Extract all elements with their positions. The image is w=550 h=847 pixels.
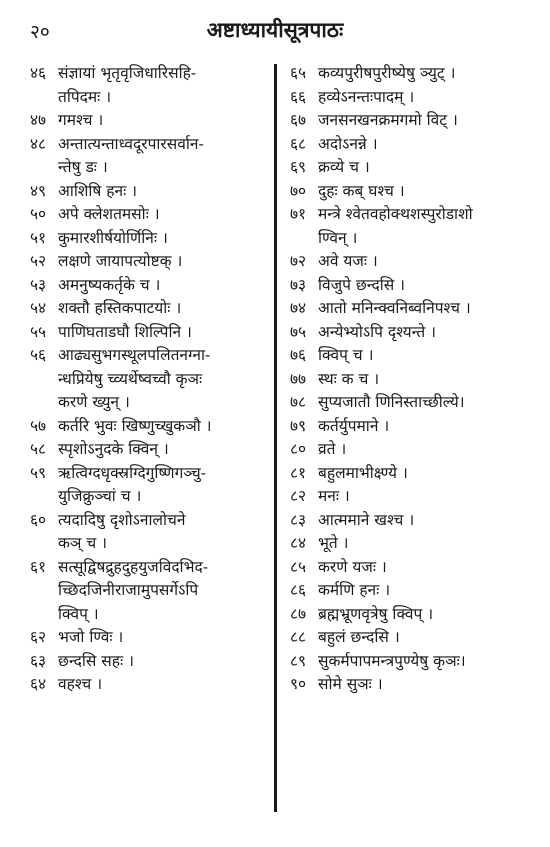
sutra-entry: [290, 109, 540, 133]
sutra-line: अमनुष्यकर्तृके च ।: [58, 275, 161, 294]
sutra-line: सत्सूद्विषद्रुहदुहयुजविदभिद-: [58, 557, 208, 576]
sutra-line: विजुपे छन्दसि ।: [318, 275, 406, 294]
sutra-entry: [30, 650, 262, 674]
sutra-line: लक्षणे जायापत्योष्टक् ।: [58, 252, 183, 270]
sutra-line: कर्तरि भुवः खिष्णुच्खुकञौ ।: [58, 416, 212, 435]
sutra-number: ७१: [290, 205, 307, 223]
sutra-text: [58, 133, 262, 180]
sutra-entry: [30, 415, 262, 439]
sutra-entry: [290, 133, 540, 157]
sutra-entry: [290, 603, 540, 627]
sutra-text: [318, 579, 540, 603]
sutra-line: गमश्च ।: [58, 111, 104, 129]
sutra-number: ८८: [290, 628, 307, 646]
sutra-entry: [290, 673, 540, 697]
sutra-text: [318, 62, 540, 86]
sutra-number: ८९: [290, 651, 307, 670]
sutra-text: [318, 250, 540, 274]
sutra-text: [58, 180, 262, 204]
sutra-line: शक्तौ हस्तिकपाटयोः ।: [58, 299, 182, 317]
sutra-line: भजो ण्विः ।: [58, 628, 124, 646]
sutra-entry: [30, 250, 262, 274]
sutra-entry: [290, 274, 540, 298]
sutra-number: ५९: [30, 463, 47, 482]
sutra-text: [58, 650, 262, 674]
sutra-line: व्रते ।: [318, 440, 347, 458]
sutra-text: [58, 462, 262, 509]
sutra-line: सुप्यजातौ णिनिस्ताच्छील्ये।: [318, 393, 465, 411]
sutra-number: ६७: [290, 111, 307, 129]
sutra-text: [318, 109, 540, 133]
sutra-number: ७६: [290, 346, 307, 364]
sutra-entry: [30, 462, 262, 509]
sutra-text: [318, 156, 540, 180]
sutra-line: च्छिदजिनीराजामुपसर्गेऽपि: [58, 581, 199, 599]
sutra-text: [318, 603, 540, 627]
sutra-number: ५२: [30, 252, 47, 270]
sutra-entry: [290, 509, 540, 533]
sutra-entry: [290, 86, 540, 110]
sutra-number: ७०: [290, 181, 307, 200]
sutra-number: ७५: [290, 322, 307, 341]
sutra-entry: [290, 180, 540, 204]
sutra-number: ५३: [30, 275, 47, 294]
sutra-entry: [290, 626, 540, 650]
sutra-number: ७४: [290, 299, 307, 317]
page-title: अष्टाध्यायीसूत्रपाठः: [206, 17, 344, 42]
sutra-number: ६३: [30, 651, 47, 670]
sutra-line: कञ् च ।: [58, 534, 107, 552]
sutra-number: ६८: [290, 134, 307, 153]
sutra-line: मनः ।: [318, 487, 350, 505]
sutra-line: बहुलं छन्दसि ।: [318, 628, 400, 646]
sutra-entry: [290, 156, 540, 180]
sutra-line: आतो मनिन्क्वनिब्वनिपश्च ।: [318, 299, 471, 317]
sutra-entry: [290, 344, 540, 368]
sutra-line: स्पृशोऽनुदके क्विन् ।: [58, 440, 169, 458]
sutra-number: ६०: [30, 510, 47, 529]
sutra-number: ५०: [30, 205, 47, 223]
sutra-line: ऋत्विग्दधृक्स्रग्दिगुष्णिगञ्चु-: [58, 463, 206, 482]
sutra-text: [318, 344, 540, 368]
sutra-line: त्यदादिषु दृशोऽनालोचने: [58, 510, 186, 529]
sutra-number: ६१: [30, 557, 47, 576]
sutra-number: ५५: [30, 322, 47, 341]
sutra-number: ४६: [30, 64, 47, 82]
column-divider: [274, 64, 277, 812]
sutra-number: ६४: [30, 675, 47, 693]
sutra-text: [58, 109, 262, 133]
sutra-text: [318, 485, 540, 509]
sutra-line: अदोऽनन्ने ।: [318, 134, 378, 153]
sutra-entry: [30, 673, 262, 697]
sutra-line: हव्येऽनन्तःपादम् ।: [318, 87, 415, 106]
sutra-number: ८१: [290, 463, 307, 482]
sutra-entry: [290, 532, 540, 556]
sutra-line: ण्विन् ।: [318, 228, 358, 247]
sutra-line: कव्यपुरीषपुरीष्येषु ञ्युट् ।: [318, 64, 456, 82]
sutra-number: ५४: [30, 299, 47, 317]
sutra-number: ८५: [290, 557, 307, 576]
sutra-text: [318, 391, 540, 415]
sutra-number: ६२: [30, 628, 47, 646]
sutra-text: [318, 438, 540, 462]
sutra-text: [58, 626, 262, 650]
sutra-number: ७९: [290, 416, 307, 435]
sutra-entry: [290, 250, 540, 274]
sutra-text: [58, 297, 262, 321]
sutra-entry: [30, 626, 262, 650]
sutra-number: ८६: [290, 581, 307, 599]
sutra-number: ७७: [290, 369, 307, 388]
sutra-number: ५७: [30, 416, 47, 435]
sutra-entry: [30, 62, 262, 109]
sutra-text: [58, 438, 262, 462]
sutra-entry: [30, 109, 262, 133]
sutra-line: मन्त्रे श्वेतवहोक्थशस्पुरोडाशो: [318, 205, 473, 223]
sutra-number: ४७: [30, 111, 47, 129]
sutra-line: स्थः क च ।: [318, 369, 380, 388]
sutra-text: [58, 62, 262, 109]
sutra-entry: [290, 321, 540, 345]
sutra-text: [318, 415, 540, 439]
sutra-entry: [30, 180, 262, 204]
sutra-text: [58, 344, 262, 415]
sutra-entry: [290, 297, 540, 321]
sutra-text: [58, 509, 262, 556]
sutra-entry: [30, 203, 262, 227]
sutra-number: ८३: [290, 510, 307, 529]
sutra-number: ६६: [290, 87, 307, 106]
sutra-entry: [30, 556, 262, 627]
sutra-number: ८२: [290, 487, 307, 505]
sutra-entry: [30, 344, 262, 415]
sutra-number: ५६: [30, 346, 47, 364]
sutra-text: [318, 532, 540, 556]
sutra-entry: [290, 485, 540, 509]
sutra-number: ८४: [290, 534, 307, 552]
sutra-entry: [290, 579, 540, 603]
sutra-text: [58, 227, 262, 251]
sutra-entry: [290, 650, 540, 674]
sutra-text: [318, 462, 540, 486]
sutra-entry: [30, 274, 262, 298]
sutra-number: ६५: [290, 64, 307, 82]
sutra-line: छन्दसि सहः ।: [58, 651, 134, 670]
sutra-text: [58, 274, 262, 298]
sutra-text: [318, 297, 540, 321]
sutra-line: आढ्यसुभगस्थूलपलितनग्ना-: [58, 346, 211, 364]
sutra-text: [318, 509, 540, 533]
sutra-number: ६९: [290, 158, 307, 176]
sutra-number: ८७: [290, 604, 307, 623]
sutra-text: [58, 203, 262, 227]
sutra-line: क्विप् च ।: [318, 346, 374, 364]
sutra-entry: [30, 227, 262, 251]
sutra-text: [58, 556, 262, 627]
sutra-entry: [290, 62, 540, 86]
sutra-line: सोमे सुञः ।: [318, 675, 383, 693]
sutra-entry: [290, 368, 540, 392]
sutra-line: अन्येभ्योऽपि दृश्यन्ते ।: [318, 322, 437, 341]
sutra-number: ८०: [290, 440, 307, 458]
sutra-entry: [30, 297, 262, 321]
sutra-text: [318, 133, 540, 157]
sutra-entry: [30, 509, 262, 556]
sutra-text: [318, 673, 540, 697]
sutra-line: युजिक्रुञ्चां च ।: [58, 487, 142, 505]
sutra-entry: [30, 321, 262, 345]
sutra-number: ९०: [290, 675, 307, 693]
sutra-line: ब्रह्मभ्रूणवृत्रेषु क्विप् ।: [318, 604, 434, 623]
sutra-entry: [290, 415, 540, 439]
sutra-line: सुकर्मपापमन्त्रपुण्येषु कृञः।: [318, 651, 466, 670]
sutra-line: अवे यजः ।: [318, 252, 378, 270]
sutra-text: [58, 250, 262, 274]
sutra-line: संज्ञायां भृतृवृजिधारिसहि-: [58, 64, 197, 82]
sutra-line: पाणिघताडघौ शिल्पिनि ।: [58, 322, 192, 341]
sutra-line: तपिदमः ।: [58, 87, 112, 106]
sutra-line: बहुलमाभीक्ष्ण्ये ।: [318, 463, 408, 482]
left-column: [30, 62, 262, 697]
sutra-entry: [290, 462, 540, 486]
sutra-entry: [290, 391, 540, 415]
sutra-line: क्विप् ।: [58, 604, 99, 623]
sutra-text: [318, 203, 540, 250]
sutra-line: क्रव्ये च ।: [318, 158, 370, 176]
sutra-line: जनसनखनक्रमगमो विट् ।: [318, 111, 458, 129]
sutra-number: ७२: [290, 252, 307, 270]
sutra-number: ४८: [30, 134, 47, 153]
sutra-line: आशिषि हनः ।: [58, 181, 138, 200]
sutra-text: [318, 626, 540, 650]
sutra-line: अपे क्लेशतमसोः ।: [58, 205, 160, 223]
sutra-text: [318, 321, 540, 345]
sutra-number: ४९: [30, 181, 47, 200]
sutra-text: [58, 415, 262, 439]
sutra-text: [318, 556, 540, 580]
sutra-text: [318, 650, 540, 674]
sutra-text: [58, 321, 262, 345]
sutra-text: [318, 86, 540, 110]
sutra-line: आत्ममाने खश्च ।: [318, 510, 415, 529]
sutra-line: न्तेषु डः ।: [58, 158, 108, 176]
right-column: [290, 62, 540, 697]
sutra-number: ७८: [290, 393, 307, 411]
sutra-number: ७३: [290, 275, 307, 294]
sutra-line: भूते ।: [318, 534, 349, 552]
sutra-text: [58, 673, 262, 697]
sutra-number: ५८: [30, 440, 47, 458]
sutra-text: [318, 274, 540, 298]
sutra-line: कर्मणि हनः ।: [318, 581, 391, 599]
sutra-entry: [30, 133, 262, 180]
sutra-text: [318, 180, 540, 204]
sutra-line: अन्तात्यन्ताध्वदूरपारसर्वान-: [58, 134, 204, 153]
sutra-line: न्धप्रियेषु च्व्यर्थेष्वच्वौ कृञः: [58, 369, 203, 388]
sutra-entry: [290, 203, 540, 250]
sutra-line: वहश्च ।: [58, 675, 103, 693]
sutra-line: कुमारशीर्षयोर्णिनिः ।: [58, 228, 168, 247]
page-number: २०: [30, 21, 50, 43]
sutra-line: कर्तर्युपमाने ।: [318, 416, 390, 435]
sutra-line: करणे ख्युन् ।: [58, 393, 130, 411]
sutra-entry: [290, 556, 540, 580]
sutra-line: करणे यजः ।: [318, 557, 387, 576]
sutra-entry: [30, 438, 262, 462]
sutra-number: ५१: [30, 228, 47, 247]
sutra-line: दुहः कब् घश्च ।: [318, 181, 405, 200]
sutra-text: [318, 368, 540, 392]
sutra-entry: [290, 438, 540, 462]
